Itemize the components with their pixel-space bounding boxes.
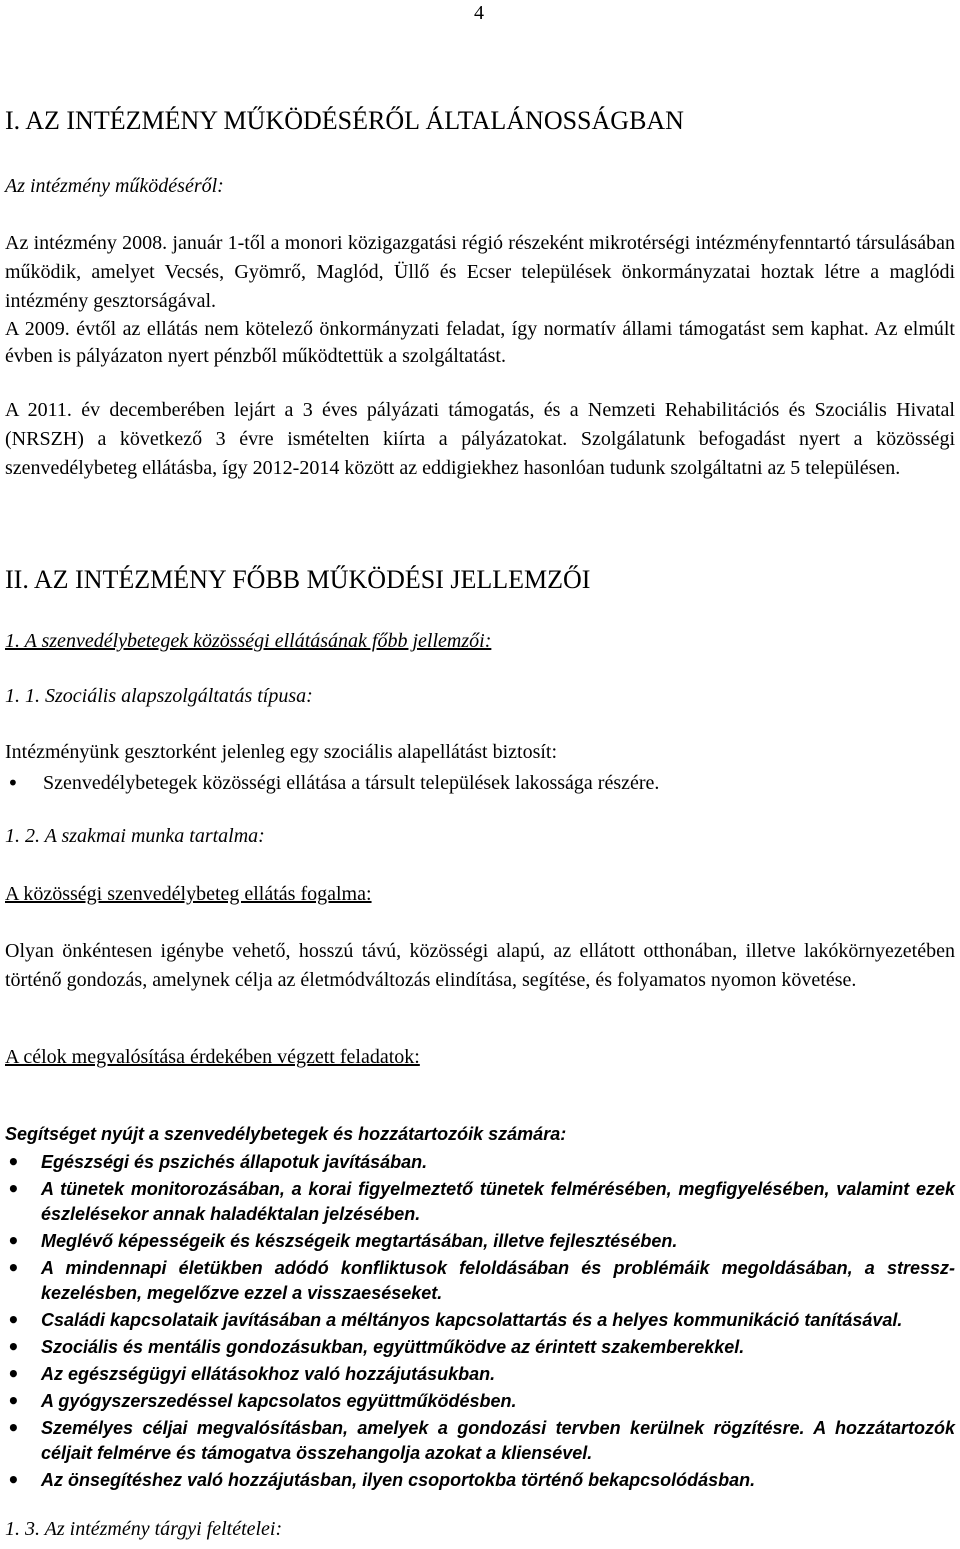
list-item: • Meglévő képességeik és készségeik megtartásában, illetve fejlesztésében.: [7, 1229, 678, 1253]
list-item: • Az egészségügyi ellátásokhoz való hozzájutásukban.: [7, 1362, 496, 1386]
intro-bullet-list: [5, 770, 955, 797]
bullet-icon: •: [7, 1150, 20, 1174]
page-number: 4: [474, 2, 484, 24]
section-2-heading: II. AZ INTÉZMÉNY FŐBB MŰKÖDÉSI JELLEMZŐI: [5, 565, 591, 594]
bullet-icon: •: [7, 1389, 20, 1413]
intro-line: Intézményünk gesztorként jelenleg egy szociális alapellátást biztosít:: [5, 741, 558, 763]
concept-text: Olyan önkéntesen igénybe vehető, hosszú távú, közösségi alapú, az ellátott otthonában, illetve lakókörnyezetében történő gondozás, amelynek célja az életmódváltozás elindítása, segítése, és folyamatos nyomon követése.: [5, 940, 955, 991]
list-item: • A tünetek monitorozásában, a korai figyelmeztető tünetek felmérésében, megfigyelésében, valamint ezek észlelésekor annak haladéktalan jelzésében.: [7, 1177, 955, 1224]
list-item: • Egészségi és pszichés állapotuk javításában.: [7, 1150, 428, 1174]
list-item: • A mindennapi életükben adódó konfliktusok feloldásában és problémáik megoldásában, a stressz-kezelésben, megelőzve ezzel a visszaeséseket.: [7, 1256, 955, 1303]
section-1-subheading: Az intézmény működéséről:: [5, 175, 224, 197]
list-item: • Személyes céljai megvalósításban, amelyek a gondozási tervben kerülnek rögzítésre. A hozzátartozók céljait felmérve és támogatva összehangolja azokat a kliensével.: [7, 1416, 955, 1463]
bullet-icon: •: [7, 1468, 20, 1492]
paragraph-2009: A 2009. évtől az ellátás nem kötelező önkormányzati feladat, így normatív állami támogatást sem kaphat. Az elmúlt évben is pályázaton nyert pénzből működtettük a szolgáltatást.: [5, 318, 955, 367]
bullet-icon: •: [7, 1229, 20, 1253]
bullet-icon: •: [7, 1308, 20, 1332]
concept-title: A közösségi szenvedélybeteg ellátás fogalma:: [5, 883, 372, 905]
tasks-title: A célok megvalósítása érdekében végzett feladatok:: [5, 1046, 420, 1068]
subsection-1-heading: 1. A szenvedélybetegek közösségi ellátásának főbb jellemzői:: [5, 630, 492, 652]
list-item: • Szociális és mentális gondozásukban, együttműködve az érintett szakemberekkel.: [7, 1335, 745, 1359]
bullet-icon: •: [7, 771, 19, 795]
help-heading: Segítséget nyújt a szenvedélybetegek és hozzátartozóik számára:: [5, 1124, 567, 1144]
list-item: • Az önsegítéshez való hozzájutásban, ilyen csoportokba történő bekapcsolódásban.: [7, 1468, 756, 1492]
bullet-icon: •: [7, 1362, 20, 1386]
list-item: • Szenvedélybetegek közösségi ellátása a társult települések lakossága részére.: [7, 771, 660, 795]
bullet-icon: •: [7, 1256, 20, 1280]
subsection-1-1-heading: 1. 1. Szociális alapszolgáltatás típusa:: [5, 685, 313, 707]
bullet-icon: •: [7, 1416, 20, 1440]
section-1-heading: I. AZ INTÉZMÉNY MŰKÖDÉSÉRŐL ÁLTALÁNOSSÁGBAN: [5, 106, 684, 135]
paragraph-2011: A 2011. év decemberében lejárt a 3 éves pályázati támogatás, és a Nemzeti Rehabilitációs és Szociális Hivatal (NRSZH) a következő 3 évre ismételten kiírta a pályázatokat. Szolgálatunk befogadást nyert a közösségi szenvedélybeteg ellátásba, így 2012-2014 között az eddigiekhez hasonlóan tudunk szolgáltatni az 5 településen.: [5, 399, 955, 479]
list-item: • A gyógyszerszedéssel kapcsolatos együttműködésben.: [7, 1389, 517, 1413]
paragraph-intro: Az intézmény 2008. január 1-től a monori közigazgatási régió részeként mikrotérségi intézményfenntartó társulásában működik, amelyet Vecsés, Gyömrő, Maglód, Üllő és Ecser települések önkormányzatai hoztak létre a maglódi intézmény gesztorságával.: [5, 232, 955, 312]
bullet-icon: •: [7, 1335, 20, 1359]
list-item: • Családi kapcsolataik javításában a méltányos kapcsolattartás és a helyes kommunikáció tanításával.: [7, 1308, 903, 1332]
help-list: [5, 1150, 955, 1495]
subsection-1-3-heading: 1. 3. Az intézmény tárgyi feltételei:: [5, 1518, 283, 1540]
bullet-icon: •: [7, 1177, 20, 1201]
subsection-1-2-heading: 1. 2. A szakmai munka tartalma:: [5, 825, 265, 847]
